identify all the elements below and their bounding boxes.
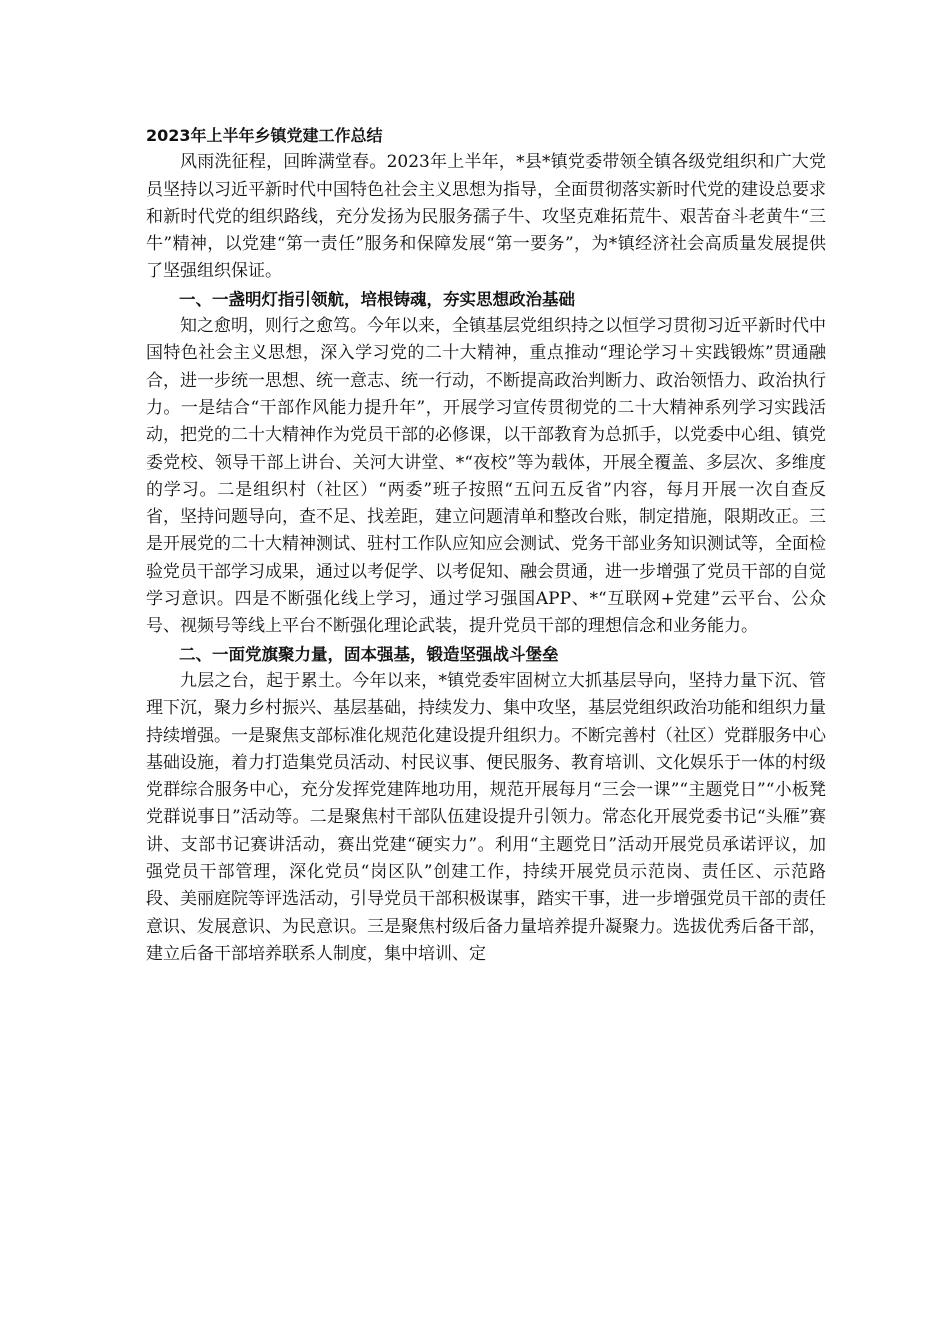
document-title: 2023年上半年乡镇党建工作总结 <box>146 126 383 145</box>
intro-paragraph: 风雨洗征程，回眸满堂春。2023年上半年，*县*镇党委带领全镇各级党组织和广大党员坚持以习近平新时代中国特色社会主义思想为指导，全面贯彻落实新时代党的建设总要求和新时代党的组织路线，充分发扬为民服务孺子牛、攻坚克难拓荒牛、艰苦奋斗老黄牛“三牛”精神，以党建“第一责任”服务和保障发展“第一要务”，为*镇经济社会高质量发展提供了坚强组织保证。 <box>146 152 826 282</box>
document-page <box>146 122 826 968</box>
section-2-body: 九层之台，起于累土。今年以来，*镇党委牢固树立大抓基层导向，坚持力量下沉、管理下沉，聚力乡村振兴、基层基础，持续发力、集中攻坚，基层党组织政治功能和组织力量持续增强。一是聚焦支部标准化规范化建设提升组织力。不断完善村（社区）党群服务中心基础设施，着力打造集党员活动、村民议事、便民服务、教育培训、文化娱乐于一体的村级党群综合服务中心，充分发挥党建阵地功用，规范开展每月“三会一课”“主题党日”“小板凳党群说事日”活动等。二是聚焦村干部队伍建设提升引领力。常态化开展党委书记“头雁”赛讲、支部书记赛讲活动，赛出党建“硬实力”。利用“主题党日”活动开展党员承诺评议，加强党员干部管理，深化党员“岗区队”创建工作，持续开展党员示范岗、责任区、示范路段、美丽庭院等评选活动，引导党员干部积极谋事，踏实干事，进一步增强党员干部的责任意识、发展意识、为民意识。三是聚焦村级后备力量培养提升凝聚力。选拔优秀后备干部，建立后备干部培养联系人制度，集中培训、定 <box>146 670 826 964</box>
section-1-body: 知之愈明，则行之愈笃。今年以来，全镇基层党组织持之以恒学习贯彻习近平新时代中国特色社会主义思想，深入学习党的二十大精神，重点推动“理论学习＋实践锻炼”贯通融合，进一步统一思想、统一意志、统一行动，不断提高政治判断力、政治领悟力、政治执行力。一是结合“干部作风能力提升年”，开展学习宣传贯彻党的二十大精神系列学习实践活动，把党的二十大精神作为党员干部的必修课，以干部教育为总抓手，以党委中心组、镇党委党校、领导干部上讲台、关河大讲堂、*“夜校”等为载体，开展全覆盖、多层次、多维度的学习。二是组织村（社区）“两委”班子按照“五问五反省”内容，每月开展一次自查反省，坚持问题导向，查不足、找差距，建立问题清单和整改台账，制定措施，限期改正。三是开展党的二十大精神测试、驻村工作队应知应会测试、党务干部业务知识测试等，全面检验党员干部学习成果，通过以考促学、以考促知、融会贯通，进一步增强了党员干部的自觉学习意识。四是不断强化线上学习，通过学习强国APP、*“互联网+党建”云平台、公众号、视频号等线上平台不断强化理论武装，提升党员干部的理想信念和业务能力。 <box>146 316 826 637</box>
section-1-heading: 一、一盏明灯指引领航，培根铸魂，夯实思想政治基础 <box>179 289 575 309</box>
section-2-heading: 二、一面党旗聚力量，固本强基，锻造坚强战斗堡垒 <box>179 644 559 664</box>
